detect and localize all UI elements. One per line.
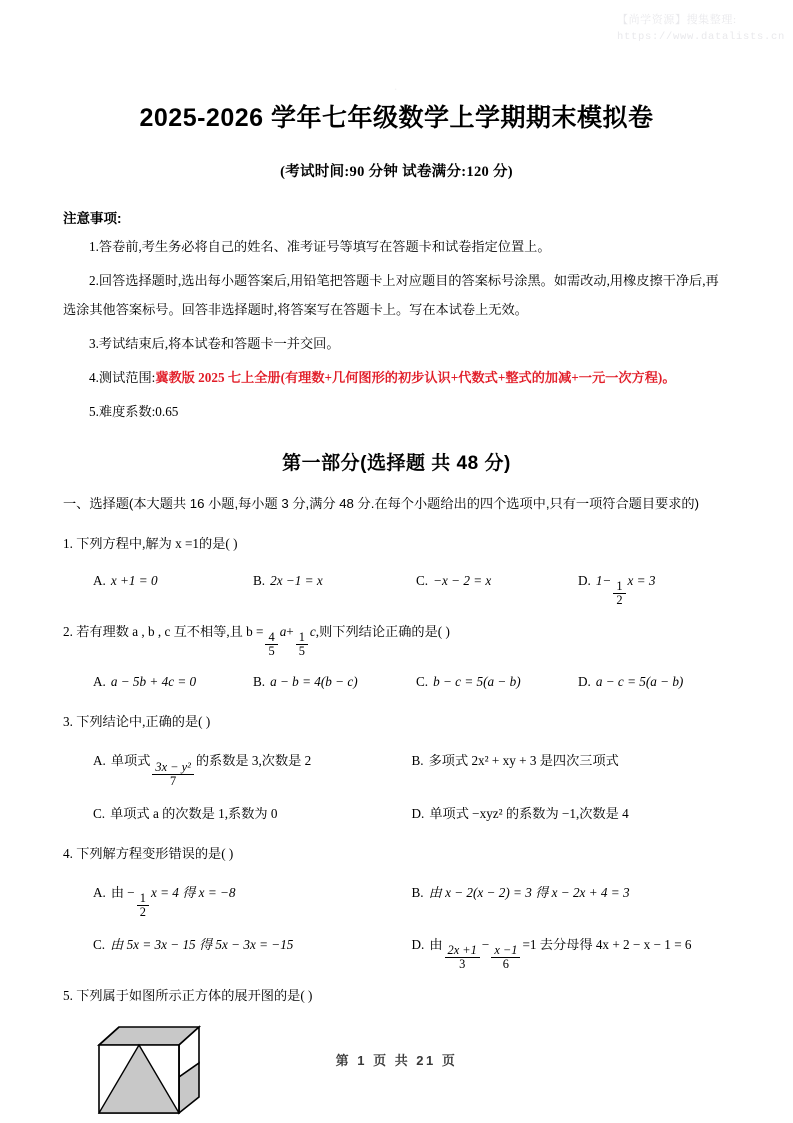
- question-3: [63, 709, 730, 828]
- question-4-options: [63, 878, 730, 971]
- option-3a-post: 的系数是 3,次数是 2: [195, 753, 312, 769]
- notice-item-4-range: 冀教版 2025 七上全册(有理数+几何图形的初步认识+代数式+整式的加减+一元一次方程): [155, 370, 663, 385]
- option-2a-math: a − 5b + 4c = 0: [110, 674, 197, 690]
- option-2b-math: a − b = 4(b − c): [270, 674, 358, 690]
- fraction-2x-plus-1-over-3: [445, 944, 480, 971]
- option-1c-math: −x − 2 = x: [433, 573, 492, 588]
- notice-list: [63, 232, 730, 426]
- question-3-option-d[interactable]: [412, 799, 731, 829]
- section-1-lead: 一、选择题(本大题共 16 小题,每小题 3 分,满分 48 分.在每个小题给出的四个选项中,只有一项符合题目要求的): [63, 496, 699, 511]
- option-4a-pre: 由 −: [110, 884, 135, 900]
- fraction-denominator: 5: [268, 644, 275, 659]
- question-5-number: 5.: [63, 988, 73, 1004]
- fraction-one-fifth: [296, 631, 308, 658]
- question-1: [63, 531, 730, 607]
- option-3d-text: 单项式 −xyz² 的系数为 −1,次数是 4: [429, 805, 629, 821]
- fraction-numerator: 1: [137, 892, 149, 906]
- question-3-stem: [63, 709, 730, 735]
- question-2: [63, 619, 730, 697]
- question-3-options-row-2: [93, 799, 730, 829]
- option-3b-text: 多项式 2x² + xy + 3 是四次三项式: [428, 753, 619, 769]
- fraction-numerator: 2x +1: [445, 944, 480, 958]
- cube-with-triangle-icon: [95, 1023, 205, 1118]
- option-label-c: C.: [416, 674, 429, 690]
- question-1-text: 下列方程中,解为 x =1的是( ): [76, 536, 238, 551]
- question-4: [63, 841, 730, 971]
- question-2-option-a[interactable]: [93, 667, 253, 697]
- cube-figure: [95, 1023, 730, 1123]
- option-1d-post: x = 3: [627, 573, 656, 588]
- option-label-d: D.: [411, 936, 425, 952]
- page-footer: 第 1 页 共 21 页: [335, 1053, 458, 1068]
- fraction-denominator: 2: [616, 593, 623, 608]
- fraction-one-half: [613, 580, 625, 607]
- option-4d-post: =1 去分母得 4x + 2 − x − 1 = 6: [522, 936, 692, 952]
- question-1-options: [63, 566, 730, 607]
- page-content: [63, 0, 730, 1123]
- option-label-a: A.: [93, 573, 106, 588]
- option-4a-post: x = 4 得 x = −8: [150, 884, 236, 900]
- part-1-title: 第一部分(选择题 共 48 分): [282, 453, 511, 474]
- option-4d-mid: −: [481, 936, 490, 952]
- question-4-option-d[interactable]: [412, 930, 731, 971]
- option-label-c: C.: [93, 936, 106, 952]
- page-title: 2025-2026 学年七年级数学上学期期末模拟卷: [139, 104, 654, 132]
- question-3-text: 下列结论中,正确的是( ): [76, 714, 211, 730]
- option-label-d: D.: [411, 805, 425, 821]
- option-label-a: A.: [93, 884, 106, 900]
- option-4d-pre: 由: [429, 936, 443, 952]
- notice-item-2: 2.回答选择题时,选出每小题答案后,用铅笔把答题卡上对应题目的答案标号涂黑。如需改动,用橡皮擦干净后,再选涂其他答案标号。回答非选择题时,将答案写在答题卡上。写在本试卷上无效。: [63, 273, 719, 317]
- question-4-text: 下列解方程变形错误的是( ): [76, 845, 234, 861]
- fraction-denominator: 7: [170, 773, 177, 788]
- watermark-line-1: 【尚学资源】搜集整理:: [616, 14, 737, 26]
- question-2-stem: [63, 619, 730, 658]
- question-1-number: 1.: [63, 536, 73, 551]
- notice-item-4: [63, 363, 730, 392]
- question-4-options-row-1: [93, 878, 730, 919]
- option-label-d: D.: [578, 674, 591, 690]
- question-1-option-d[interactable]: [578, 566, 655, 607]
- option-3c-text: 单项式 a 的次数是 1,系数为 0: [110, 805, 278, 821]
- question-2-text-post: ,则下列结论正确的是( ): [315, 624, 450, 640]
- top-dot-mark: .: [394, 78, 398, 93]
- question-2-text-pre: 若有理数 a , b , c 互不相等,且 b =: [76, 624, 264, 640]
- fraction-numerator: 1: [613, 580, 625, 594]
- question-4-option-c[interactable]: [93, 930, 412, 971]
- option-label-b: B.: [253, 573, 266, 588]
- fraction-denominator: 2: [139, 904, 146, 919]
- notice-item-4-suffix: 。: [662, 370, 676, 385]
- question-2-option-b[interactable]: [253, 667, 416, 697]
- option-label-d: D.: [578, 573, 591, 588]
- question-2-number: 2.: [63, 624, 73, 640]
- fraction-one-half: [137, 892, 149, 919]
- option-4c-text: 由 5x = 3x − 15 得 5x − 3x = −15: [110, 936, 294, 952]
- option-label-b: B.: [411, 753, 424, 769]
- option-1a-math: x +1 = 0: [110, 573, 158, 588]
- fraction-numerator: 1: [296, 631, 308, 645]
- fraction-numerator: x −1: [491, 944, 520, 958]
- question-1-option-a[interactable]: [93, 566, 253, 607]
- question-3-option-b[interactable]: [412, 746, 731, 787]
- notice-item-1: 1.答卷前,考生务必将自己的姓名、准考证号等填写在答题卡和试卷指定位置上。: [89, 239, 551, 254]
- option-label-a: A.: [93, 753, 106, 769]
- option-2c-math: b − c = 5(a − b): [433, 674, 521, 690]
- question-4-number: 4.: [63, 845, 73, 861]
- option-label-c: C.: [416, 573, 429, 588]
- question-4-options-row-2: [93, 930, 730, 971]
- option-2d-math: a − c = 5(a − b): [595, 674, 684, 690]
- question-5-stem: [63, 983, 730, 1009]
- question-3-options-row-1: [93, 746, 730, 787]
- variable-c: c: [309, 624, 316, 640]
- fraction-denominator: 6: [502, 957, 509, 972]
- option-1d-pre: 1−: [595, 573, 612, 588]
- question-1-option-b[interactable]: [253, 566, 416, 607]
- question-5-text: 下列属于如图所示正方体的展开图的是( ): [76, 988, 313, 1004]
- plus-sign: +: [286, 624, 294, 640]
- fraction-numerator: 4: [265, 631, 277, 645]
- question-2-options: [63, 667, 730, 697]
- question-2-option-c[interactable]: [416, 667, 578, 697]
- fraction-x-minus-1-over-6: [491, 944, 520, 971]
- fraction-denominator: 3: [459, 957, 466, 972]
- watermark-url: https://www.datalists.cn: [616, 31, 785, 44]
- option-3a-pre: 单项式: [110, 753, 151, 769]
- notice-item-5: 5.难度系数:0.65: [89, 404, 179, 419]
- option-label-b: B.: [411, 884, 424, 900]
- question-3-options: [63, 746, 730, 828]
- notice-heading: 注意事项:: [63, 211, 122, 226]
- notice-item-3: 3.考试结束后,将本试卷和答题卡一并交回。: [89, 336, 340, 351]
- fraction-3x-minus-y2-over-7: [152, 761, 193, 788]
- notice-item-4-prefix: 4.测试范围:: [89, 370, 156, 385]
- fraction-numerator: 3x − y²: [152, 761, 193, 775]
- question-4-option-b[interactable]: [412, 878, 731, 919]
- question-4-stem: [63, 841, 730, 867]
- option-label-a: A.: [93, 674, 106, 690]
- question-4-option-a[interactable]: [93, 878, 412, 919]
- question-3-option-a[interactable]: [93, 746, 412, 787]
- exam-subtitle: (考试时间:90 分钟 试卷满分:120 分): [280, 164, 513, 180]
- question-1-option-c[interactable]: [416, 566, 578, 607]
- question-3-number: 3.: [63, 714, 73, 730]
- variable-a: a: [279, 624, 287, 640]
- fraction-four-fifths: [265, 631, 277, 658]
- option-label-b: B.: [253, 674, 266, 690]
- fraction-denominator: 5: [298, 644, 305, 659]
- question-3-option-c[interactable]: [93, 799, 412, 829]
- question-2-option-d[interactable]: [578, 667, 683, 697]
- question-1-stem: [63, 531, 730, 557]
- option-4b-text: 由 x − 2(x − 2) = 3 得 x − 2x + 4 = 3: [428, 884, 630, 900]
- option-1b-math: 2x −1 = x: [270, 573, 323, 588]
- option-label-c: C.: [93, 805, 106, 821]
